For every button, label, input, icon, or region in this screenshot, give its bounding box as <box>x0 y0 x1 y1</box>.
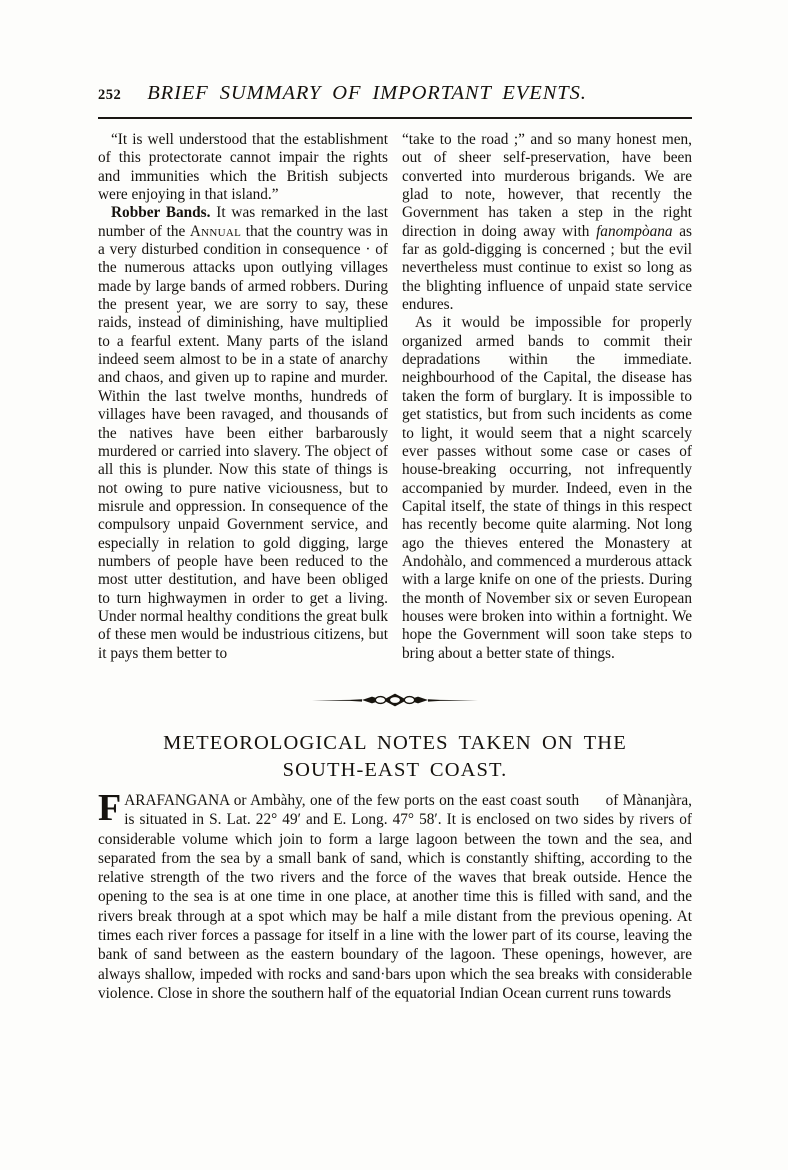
column-right <box>402 131 692 663</box>
paragraph-burglary: As it would be impossible for properly organized armed bands to commit their depradations within the immediate. neighbourhood of the Capital, the disease has taken the form of burglary. It is impossible to get statistics, but from such incidents as come to light, it would seem that a night scarcely ever passes without some case or cases of house-breaking occurring, not infrequently accompanied by murder. Indeed, even in the Capital itself, the state of things in this respect has recently become quite alarming. Not long ago the thieves entered the Monastery at Andohàlo, and commenced a murderous attack with a large knife on one of the priests. During the month of November six or seven European houses were broken into within a fortnight. We hope the Government will soon take steps to bring about a better state of things. <box>402 314 692 662</box>
section-body <box>98 786 692 1003</box>
section-divider <box>98 689 692 711</box>
page-content-area <box>98 82 692 1003</box>
section-heading <box>98 730 692 784</box>
running-head-title: BRIEF SUMMARY OF IMPORTANT EVENTS. <box>147 82 587 104</box>
paragraph-farafangana <box>98 786 692 1003</box>
header-rule <box>98 117 692 119</box>
page-number: 252 <box>98 87 122 103</box>
running-head <box>98 82 692 108</box>
section-heading-line-1: METEOROLOGICAL NOTES TAKEN ON THE <box>163 731 627 754</box>
paragraph-continued <box>402 131 692 314</box>
column-left <box>98 131 388 663</box>
small-caps-annual: Annual <box>189 222 242 240</box>
paragraph-quotation-end: “It is well understood that the establishment of this protectorate cannot impair the rights and immunities which the British subjects were enjoying in that island.” <box>98 131 388 204</box>
printers-ornament-icon <box>310 691 480 709</box>
paragraph-robber-bands <box>98 204 388 663</box>
continued-text-part-one: “take to the road ;” and so many honest men, out of sheer self-preservation, have been converted into murderous brigands. We are glad to note, however, that recently the Government has taken a step in the right direction in doing away with <box>402 131 692 240</box>
section-heading-line-2: SOUTH-EAST COAST. <box>282 758 508 781</box>
robber-bands-text-after: that the country was in a very disturbed condition in consequence · of the numerous attacks upon outlying villages made by large bands of armed robbers. During the present year, we are sorry to say, these raids, instead of diminishing, have multiplied to a fearful extent. Many parts of the island indeed seem almost to be in a state of anarchy and chaos, and given up to rapine and murder. Within the last twelve months, hundreds of villages have been ravaged, and thousands of the natives have been either barbarously murdered or carried into slavery. The object of all this is plunder. Now this state of things is not owing to pure native viciousness, but to misrule and oppression. In consequence of the compulsory unpaid Government service, and especially in relation to gold digging, large numbers of people have been reduced to the most utter destitution, and have been obliged to turn highwaymen in order to get a living. Under normal healthy conditions the great bulk of these men would be industrious citizens, but it pays them better to <box>98 222 388 662</box>
two-column-body <box>98 131 692 663</box>
robber-bands-text-before: It was remarked in the last number of the <box>98 204 388 240</box>
run-in-heading-robber-bands: Robber Bands. <box>111 204 211 222</box>
opening-line-second: of Mànanjàra, is situated in S. Lat. 22° 49′ and E. Long. 47° 58′. It is <box>124 791 692 829</box>
italic-term-fanompoana: fanompòana <box>596 222 673 240</box>
drop-cap-letter: F <box>98 786 122 829</box>
opening-line-tail: ARAFANGANA or Ambàhy, one of the few ports on the east coast south <box>124 791 580 809</box>
continued-text-part-two: as far as gold-digging is concerned ; but the evil nevertheless must continue to exist so long as the blighting influence of unpaid state service endures. <box>402 222 692 314</box>
section-body-text: enclosed on two sides by rivers of considerable volume which join to form a large lagoon between the town and the sea, and separated from the sea by a small bank of sand, which is constantly shifting, according to the relative strength of the two rivers and the force of the waves that break outside. Hence the opening to the sea is at one time in one place, at another time this is filled with sand, and the rivers break through at a spot which may be half a mile distant from the previous opening. At times each river forces a passage for itself in a line with the lower part of its course, leaving the bank of sand between as the eastern boundary of the lagoon. These openings, however, are always shallow, impeded with rocks and sand·bars upon which the sea breaks with considerable violence. Close in shore the southern half of the equatorial Indian Ocean current runs towards <box>98 811 692 1002</box>
